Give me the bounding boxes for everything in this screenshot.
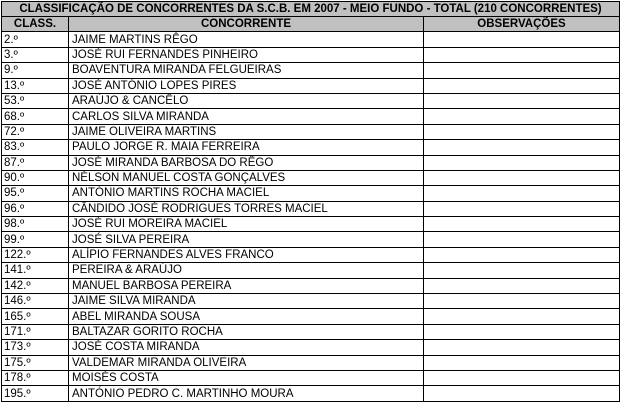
- observations-cell[interactable]: [424, 201, 620, 216]
- class-cell[interactable]: 175.º: [2, 355, 69, 370]
- observations-cell[interactable]: [424, 232, 620, 247]
- table-row: [2, 155, 620, 170]
- class-cell[interactable]: 2.º: [2, 32, 69, 47]
- table-row: [2, 140, 620, 155]
- competitor-cell[interactable]: CARLOS SILVA MIRANDA: [69, 109, 424, 124]
- table-row: [2, 186, 620, 201]
- sheet-title: CLASSIFICAÇÃO DE CONCORRENTES DA S.C.B. EM 2007 - MEIO FUNDO - TOTAL (210 CONCORRENTES): [2, 2, 620, 17]
- competitor-cell[interactable]: ANTÓNIO MARTINS ROCHA MACIEL: [69, 186, 424, 201]
- competitor-cell[interactable]: JOSÉ RUI MOREIRA MACIEL: [69, 217, 424, 232]
- title-row: [2, 2, 620, 17]
- class-cell[interactable]: 146.º: [2, 294, 69, 309]
- observations-cell[interactable]: [424, 247, 620, 262]
- observations-cell[interactable]: [424, 355, 620, 370]
- competitor-cell[interactable]: ABEL MIRANDA SOUSA: [69, 309, 424, 324]
- table-row: [2, 294, 620, 309]
- table-body: [2, 32, 620, 401]
- class-cell[interactable]: 53.º: [2, 93, 69, 108]
- header-competitor: CONCORRENTE: [69, 17, 424, 32]
- class-cell[interactable]: 83.º: [2, 140, 69, 155]
- table-row: [2, 247, 620, 262]
- table-row: [2, 370, 620, 385]
- competitor-cell[interactable]: BALTAZAR GORITO ROCHA: [69, 324, 424, 339]
- competitor-cell[interactable]: JOSÉ COSTA MIRANDA: [69, 340, 424, 355]
- competitor-cell[interactable]: JOSÉ RUI FERNANDES PINHEIRO: [69, 47, 424, 62]
- observations-cell[interactable]: [424, 47, 620, 62]
- competitor-cell[interactable]: ARAÚJO & CANCÊLO: [69, 93, 424, 108]
- observations-cell[interactable]: [424, 294, 620, 309]
- competitor-cell[interactable]: CÂNDIDO JOSÉ RODRIGUES TORRES MACIEL: [69, 201, 424, 216]
- class-cell[interactable]: 95.º: [2, 186, 69, 201]
- class-cell[interactable]: 178.º: [2, 370, 69, 385]
- observations-cell[interactable]: [424, 324, 620, 339]
- table-row: [2, 309, 620, 324]
- class-cell[interactable]: 99.º: [2, 232, 69, 247]
- table-row: [2, 278, 620, 293]
- table-row: [2, 93, 620, 108]
- observations-cell[interactable]: [424, 370, 620, 385]
- observations-cell[interactable]: [424, 63, 620, 78]
- table-row: [2, 386, 620, 401]
- competitor-cell[interactable]: PEREIRA & ARAÚJO: [69, 263, 424, 278]
- class-cell[interactable]: 90.º: [2, 170, 69, 185]
- observations-cell[interactable]: [424, 309, 620, 324]
- table-row: [2, 217, 620, 232]
- observations-cell[interactable]: [424, 78, 620, 93]
- table-row: [2, 170, 620, 185]
- table-row: [2, 63, 620, 78]
- observations-cell[interactable]: [424, 340, 620, 355]
- observations-cell[interactable]: [424, 278, 620, 293]
- header-class: CLASS.: [2, 17, 69, 32]
- class-cell[interactable]: 195.º: [2, 386, 69, 401]
- observations-cell[interactable]: [424, 263, 620, 278]
- competitor-cell[interactable]: JAIME OLIVEIRA MARTINS: [69, 124, 424, 139]
- competitor-cell[interactable]: JOSÉ SILVA PEREIRA: [69, 232, 424, 247]
- class-cell[interactable]: 68.º: [2, 109, 69, 124]
- class-cell[interactable]: 171.º: [2, 324, 69, 339]
- competitor-cell[interactable]: MANUEL BARBOSA PEREIRA: [69, 278, 424, 293]
- competitor-cell[interactable]: ALÍPIO FERNANDES ALVES FRANCO: [69, 247, 424, 262]
- class-cell[interactable]: 13.º: [2, 78, 69, 93]
- table-row: [2, 47, 620, 62]
- header-row: [2, 17, 620, 32]
- competitor-cell[interactable]: MOISÉS COSTA: [69, 370, 424, 385]
- competitor-cell[interactable]: JAIME MARTINS RÊGO: [69, 32, 424, 47]
- observations-cell[interactable]: [424, 155, 620, 170]
- competitor-cell[interactable]: VALDEMAR MIRANDA OLIVEIRA: [69, 355, 424, 370]
- competitor-cell[interactable]: PAULO JORGE R. MAIA FERREIRA: [69, 140, 424, 155]
- header-observations: OBSERVAÇÕES: [424, 17, 620, 32]
- table-row: [2, 109, 620, 124]
- class-cell[interactable]: 3.º: [2, 47, 69, 62]
- table-row: [2, 263, 620, 278]
- table-row: [2, 232, 620, 247]
- class-cell[interactable]: 9.º: [2, 63, 69, 78]
- observations-cell[interactable]: [424, 124, 620, 139]
- class-cell[interactable]: 142.º: [2, 278, 69, 293]
- observations-cell[interactable]: [424, 170, 620, 185]
- classification-sheet: [1, 1, 619, 402]
- table-row: [2, 340, 620, 355]
- class-cell[interactable]: 96.º: [2, 201, 69, 216]
- competitor-cell[interactable]: ANTÓNIO PEDRO C. MARTINHO MOURA: [69, 386, 424, 401]
- competitor-cell[interactable]: JAIME SILVA MIRANDA: [69, 294, 424, 309]
- class-cell[interactable]: 72.º: [2, 124, 69, 139]
- competitor-cell[interactable]: JOSÉ ANTÓNIO LOPES PIRES: [69, 78, 424, 93]
- table-row: [2, 201, 620, 216]
- class-cell[interactable]: 87.º: [2, 155, 69, 170]
- observations-cell[interactable]: [424, 386, 620, 401]
- competitor-cell[interactable]: JOSÉ MIRANDA BARBOSA DO RÊGO: [69, 155, 424, 170]
- classification-table: [1, 1, 620, 402]
- observations-cell[interactable]: [424, 186, 620, 201]
- class-cell[interactable]: 141.º: [2, 263, 69, 278]
- observations-cell[interactable]: [424, 217, 620, 232]
- observations-cell[interactable]: [424, 93, 620, 108]
- table-row: [2, 78, 620, 93]
- observations-cell[interactable]: [424, 32, 620, 47]
- class-cell[interactable]: 173.º: [2, 340, 69, 355]
- class-cell[interactable]: 122.º: [2, 247, 69, 262]
- table-row: [2, 32, 620, 47]
- table-row: [2, 124, 620, 139]
- table-row: [2, 355, 620, 370]
- table-row: [2, 324, 620, 339]
- observations-cell[interactable]: [424, 140, 620, 155]
- class-cell[interactable]: 98.º: [2, 217, 69, 232]
- class-cell[interactable]: 165.º: [2, 309, 69, 324]
- competitor-cell[interactable]: BOAVENTURA MIRANDA FELGUEIRAS: [69, 63, 424, 78]
- observations-cell[interactable]: [424, 109, 620, 124]
- competitor-cell[interactable]: NÉLSON MANUEL COSTA GONÇALVES: [69, 170, 424, 185]
